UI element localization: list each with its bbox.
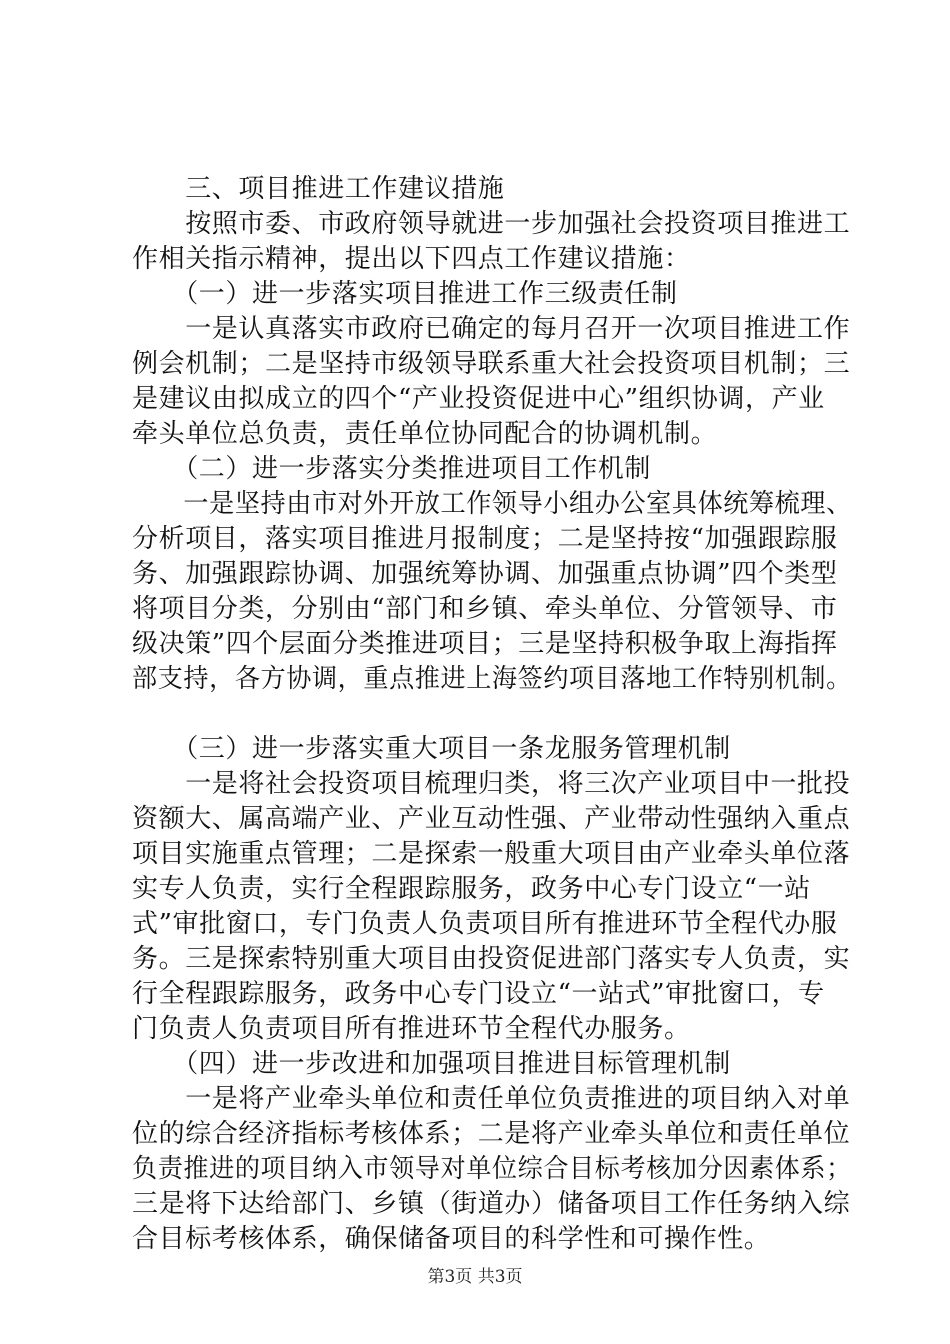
paragraph-line: 合目标考核体系，确保储备项目的科学性和可操作性。 [132, 1224, 771, 1254]
paragraph-line: 牵头单位总负责，责任单位协同配合的协调机制。 [132, 419, 718, 449]
paragraph-line: 资额大、属高端产业、产业互动性强、产业带动性强纳入重点 [132, 804, 851, 834]
paragraph-line: 实专人负责，实行全程跟踪服务，政务中心专门设立“一站 [132, 874, 811, 904]
paragraph-line: 一是认真落实市政府已确定的每月召开一次项目推进工作 [132, 314, 851, 344]
subsection-heading: （一）进一步落实项目推进工作三级责任制 [132, 279, 678, 309]
paragraph-line: 三是将下达给部门、乡镇（街道办）储备项目工作任务纳入综 [132, 1189, 851, 1219]
subsection-heading: （二）进一步落实分类推进项目工作机制 [132, 454, 652, 484]
paragraph-line: 是建议由拟成立的四个“产业投资促进中心”组织协调，产业 [132, 384, 825, 414]
paragraph-line: 一是将产业牵头单位和责任单位负责推进的项目纳入对单 [132, 1084, 851, 1114]
paragraph-line: 将项目分类，分别由“部门和乡镇、牵头单位、分管领导、市 [132, 594, 838, 624]
page-number-footer: 第3页 共3页 [427, 1267, 523, 1287]
paragraph-line: 式”审批窗口，专门负责人负责项目所有推进环节全程代办服 [132, 909, 838, 939]
paragraph-line: 门负责人负责项目所有推进环节全程代办服务。 [132, 1014, 691, 1044]
paragraph-line: 一是坚持由市对外开放工作领导小组办公室具体统筹梳理、 [132, 489, 852, 519]
paragraph-line: 项目实施重点管理；二是探索一般重大项目由产业牵头单位落 [132, 839, 851, 869]
paragraph-line: 分析项目，落实项目推进月报制度；二是坚持按“加强跟踪服 [132, 524, 838, 554]
section-heading: 三、项目推进工作建议措施 [132, 174, 505, 204]
paragraph-line: 行全程跟踪服务，政务中心专门设立“一站式”审批窗口，专 [132, 979, 825, 1009]
subsection-heading: （三）进一步落实重大项目一条龙服务管理机制 [132, 734, 731, 764]
paragraph-line: 务、加强跟踪协调、加强统筹协调、加强重点协调”四个类型 [132, 559, 838, 589]
paragraph-line: 作相关指示精神，提出以下四点工作建议措施： [132, 244, 691, 274]
subsection-heading: （四）进一步改进和加强项目推进目标管理机制 [132, 1049, 731, 1079]
paragraph-line: 按照市委、市政府领导就进一步加强社会投资项目推进工 [132, 209, 851, 239]
paragraph-line: 负责推进的项目纳入市领导对单位综合目标考核加分因素体系； [132, 1154, 852, 1184]
paragraph-line: 级决策”四个层面分类推进项目；三是坚持积极争取上海指挥 [132, 629, 838, 659]
paragraph-line: 位的综合经济指标考核体系；二是将产业牵头单位和责任单位 [132, 1119, 851, 1149]
paragraph-line: 例会机制；二是坚持市级领导联系重大社会投资项目机制；三 [132, 349, 851, 379]
paragraph-line: 务。三是探索特别重大项目由投资促进部门落实专人负责，实 [132, 944, 851, 974]
paragraph-line: 部支持，各方协调，重点推进上海签约项目落地工作特别机制。 [132, 664, 852, 694]
paragraph-line: 一是将社会投资项目梳理归类，将三次产业项目中一批投 [132, 769, 851, 799]
